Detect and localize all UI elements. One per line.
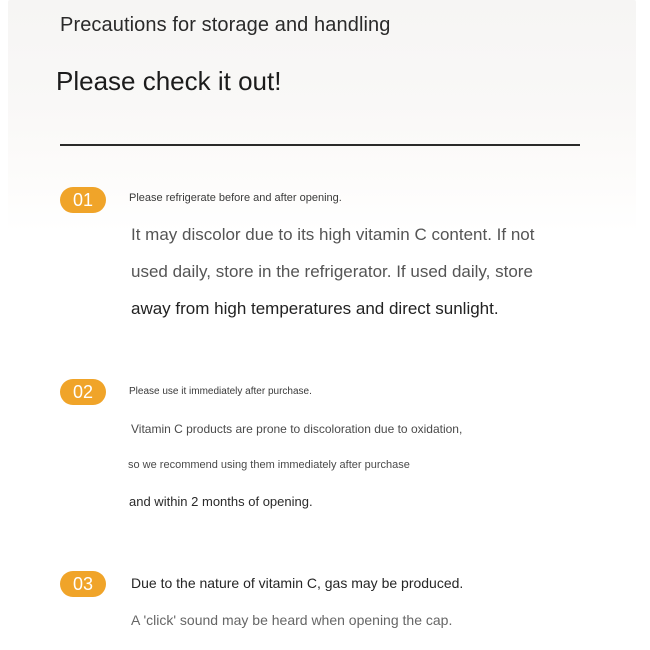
item-text-line: so we recommend using them immediately after purchase bbox=[128, 459, 410, 471]
item-heading: Due to the nature of vitamin C, gas may be produced. bbox=[131, 575, 464, 591]
item-number-badge: 01 bbox=[60, 187, 106, 213]
item-number-badge: 02 bbox=[60, 379, 106, 405]
section-subtitle: Precautions for storage and handling bbox=[60, 14, 391, 36]
item-text-line: Vitamin C products are prone to discoloration due to oxidation, bbox=[131, 422, 463, 436]
item-number-badge: 03 bbox=[60, 571, 106, 597]
item-text-line: A 'click' sound may be heard when opening the cap. bbox=[131, 612, 453, 628]
item-heading: Please refrigerate before and after opening. bbox=[129, 192, 342, 204]
item-text-line: It may discolor due to its high vitamin C content. If not bbox=[131, 225, 535, 244]
divider bbox=[60, 144, 580, 146]
item-heading: Please use it immediately after purchase. bbox=[129, 386, 312, 397]
page-title: Please check it out! bbox=[56, 66, 282, 96]
item-text-line: away from high temperatures and direct sunlight. bbox=[131, 299, 499, 318]
item-text-line: used daily, store in the refrigerator. If used daily, store bbox=[131, 262, 533, 281]
item-text-line: and within 2 months of opening. bbox=[129, 494, 313, 509]
